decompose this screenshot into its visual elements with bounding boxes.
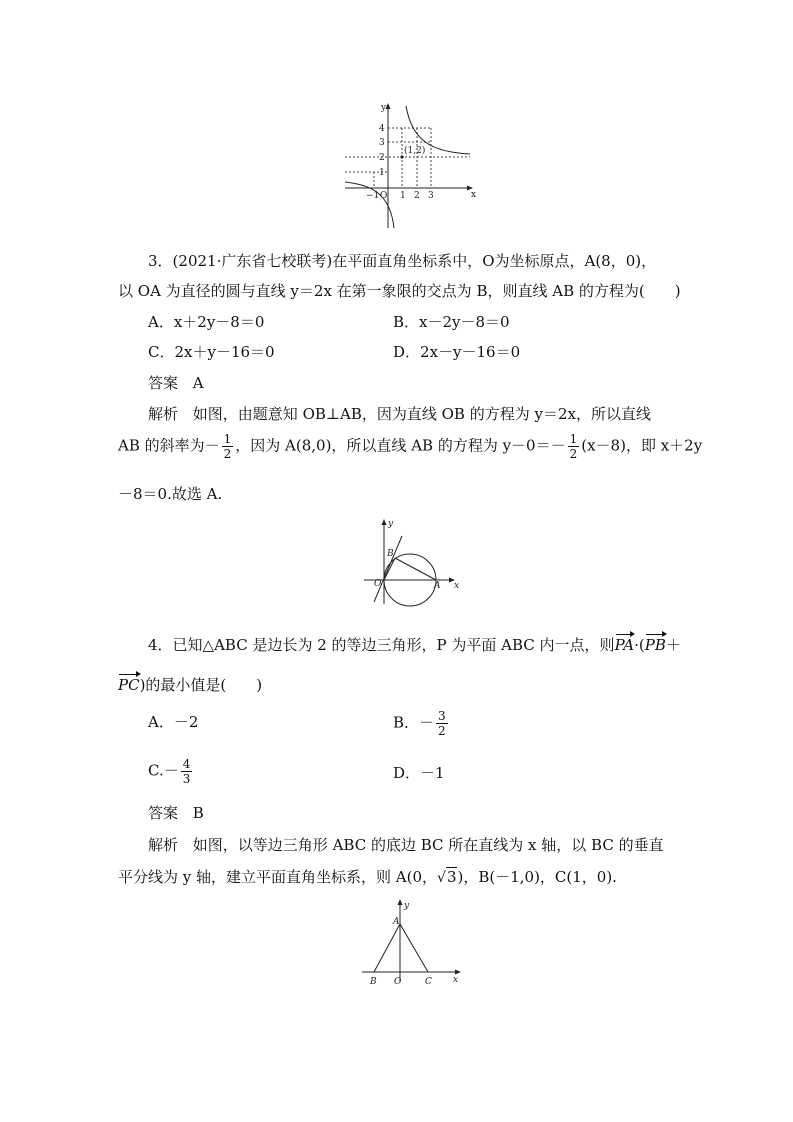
answer-label: 答案	[148, 374, 179, 392]
fig1-xtick: 3	[428, 191, 434, 201]
fig2-origin: O	[374, 579, 382, 589]
analysis-text: )，B(－1,0)，C(1，0).	[457, 868, 617, 886]
fraction-denominator: 2	[438, 724, 446, 738]
option-text: B．－	[393, 713, 435, 732]
q3-stem-line1: 3．(2021·广东省七校联考)在平面直角坐标系中，O为坐标原点，A(8，0)，	[148, 252, 657, 270]
q3-answer	[148, 372, 204, 393]
stem-text: ·(	[634, 636, 645, 654]
fraction-numerator: 3	[438, 709, 446, 723]
fig2-point-b: B	[387, 549, 394, 559]
fig3-point-c: C	[425, 977, 432, 987]
fig1-point-label: (1,2)	[404, 146, 426, 156]
fig3-x-label: x	[453, 975, 459, 985]
analysis-text: AB 的斜率为－	[118, 436, 220, 455]
fraction-numerator: 1	[569, 432, 578, 446]
fig2-point-a: A	[434, 581, 441, 591]
fig2-y-label: y	[388, 519, 394, 529]
q4-analysis-line1	[148, 834, 664, 855]
figure-3-graph	[360, 896, 466, 990]
fig1-xtick: 2	[414, 191, 420, 201]
answer-value: B	[192, 804, 204, 822]
figure-1-graph	[340, 100, 480, 232]
q3-option-d: D．2x－y－16＝0	[393, 343, 521, 361]
stem-text: ＋	[665, 636, 681, 654]
fraction	[568, 432, 580, 461]
fig1-ytick: 4	[379, 124, 385, 134]
fig1-ytick: 3	[379, 138, 385, 148]
sqrt-radicand: 3	[446, 868, 457, 886]
q4-answer	[148, 802, 204, 823]
stem-text: )的最小值是( )	[139, 676, 263, 694]
q4-option-d: D．－1	[393, 764, 445, 782]
q4-analysis-line2: 平分线为 y 轴，建立平面直角坐标系，则 A(0，√3)，B(－1,0)，C(1，0).	[118, 868, 617, 886]
q4-option-b	[393, 709, 450, 738]
q3-option-b: B．x－2y－8＝0	[393, 313, 510, 331]
analysis-text: ，因为 A(8,0)，所以直线 AB 的方程为 y－0＝－	[235, 436, 566, 455]
fig1-x-label: x	[471, 190, 477, 200]
fraction-denominator: 3	[182, 772, 191, 786]
q3-analysis-line2	[118, 432, 702, 461]
fig3-y-label: y	[404, 901, 410, 911]
fraction-denominator: 2	[223, 447, 232, 461]
q3-analysis-line3: －8＝0.故选 A.	[118, 485, 223, 503]
fraction	[222, 432, 234, 461]
fig1-origin: O	[380, 191, 388, 201]
fig1-xtick: 1	[400, 191, 406, 201]
fig3-point-b: B	[370, 977, 377, 987]
answer-value: A	[192, 374, 204, 392]
analysis-text: 平分线为 y 轴，建立平面直角坐标系，则 A(0，	[118, 868, 438, 886]
q3-option-c: C．2x＋y－16＝0	[148, 343, 275, 361]
stem-text: 4．已知△ABC 是边长为 2 的等边三角形，P 为平面 ABC 内一点，则	[148, 636, 615, 654]
q4-option-a: A．－2	[148, 713, 199, 731]
vector-pc: PC	[118, 676, 140, 694]
q4-stem-line1	[148, 634, 681, 655]
fraction-numerator: 1	[223, 432, 232, 446]
analysis-text: (x－8)，即 x＋2y	[581, 436, 703, 455]
figure-2-graph	[362, 516, 462, 608]
q3-stem-line2: 以 OA 为直径的圆与直线 y＝2x 在第一象限的交点为 B，则直线 AB 的方程为( )	[118, 282, 681, 300]
vector-pa: PA	[614, 636, 635, 654]
analysis-label: 解析	[148, 836, 179, 854]
fig1-ytick: 2	[379, 153, 385, 163]
q4-stem-line2	[118, 674, 262, 695]
fig1-ytick: 1	[379, 168, 385, 178]
analysis-text: 如图，以等边三角形 ABC 的底边 BC 所在直线为 x 轴，以 BC 的垂直	[192, 836, 664, 854]
fig1-xtick: −1	[366, 191, 380, 201]
fraction	[436, 709, 448, 738]
fraction-numerator: 4	[182, 757, 191, 771]
fig3-origin: O	[394, 977, 402, 987]
fig1-y-label: y	[381, 103, 387, 113]
fig2-x-label: x	[454, 581, 460, 591]
fig3-point-a: A	[393, 917, 400, 927]
fraction-denominator: 2	[569, 447, 578, 461]
analysis-text: 如图，由题意知 OB⊥AB，因为直线 OB 的方程为 y＝2x，所以直线	[192, 405, 651, 423]
vector-pb: PB	[644, 636, 666, 654]
q4-option-c	[148, 757, 194, 786]
answer-label: 答案	[148, 804, 179, 822]
analysis-label: 解析	[148, 405, 179, 423]
q3-option-a: A．x＋2y－8＝0	[148, 313, 265, 331]
q3-analysis-line1	[148, 403, 651, 424]
fraction	[181, 757, 193, 786]
option-text: C.－	[148, 761, 179, 780]
